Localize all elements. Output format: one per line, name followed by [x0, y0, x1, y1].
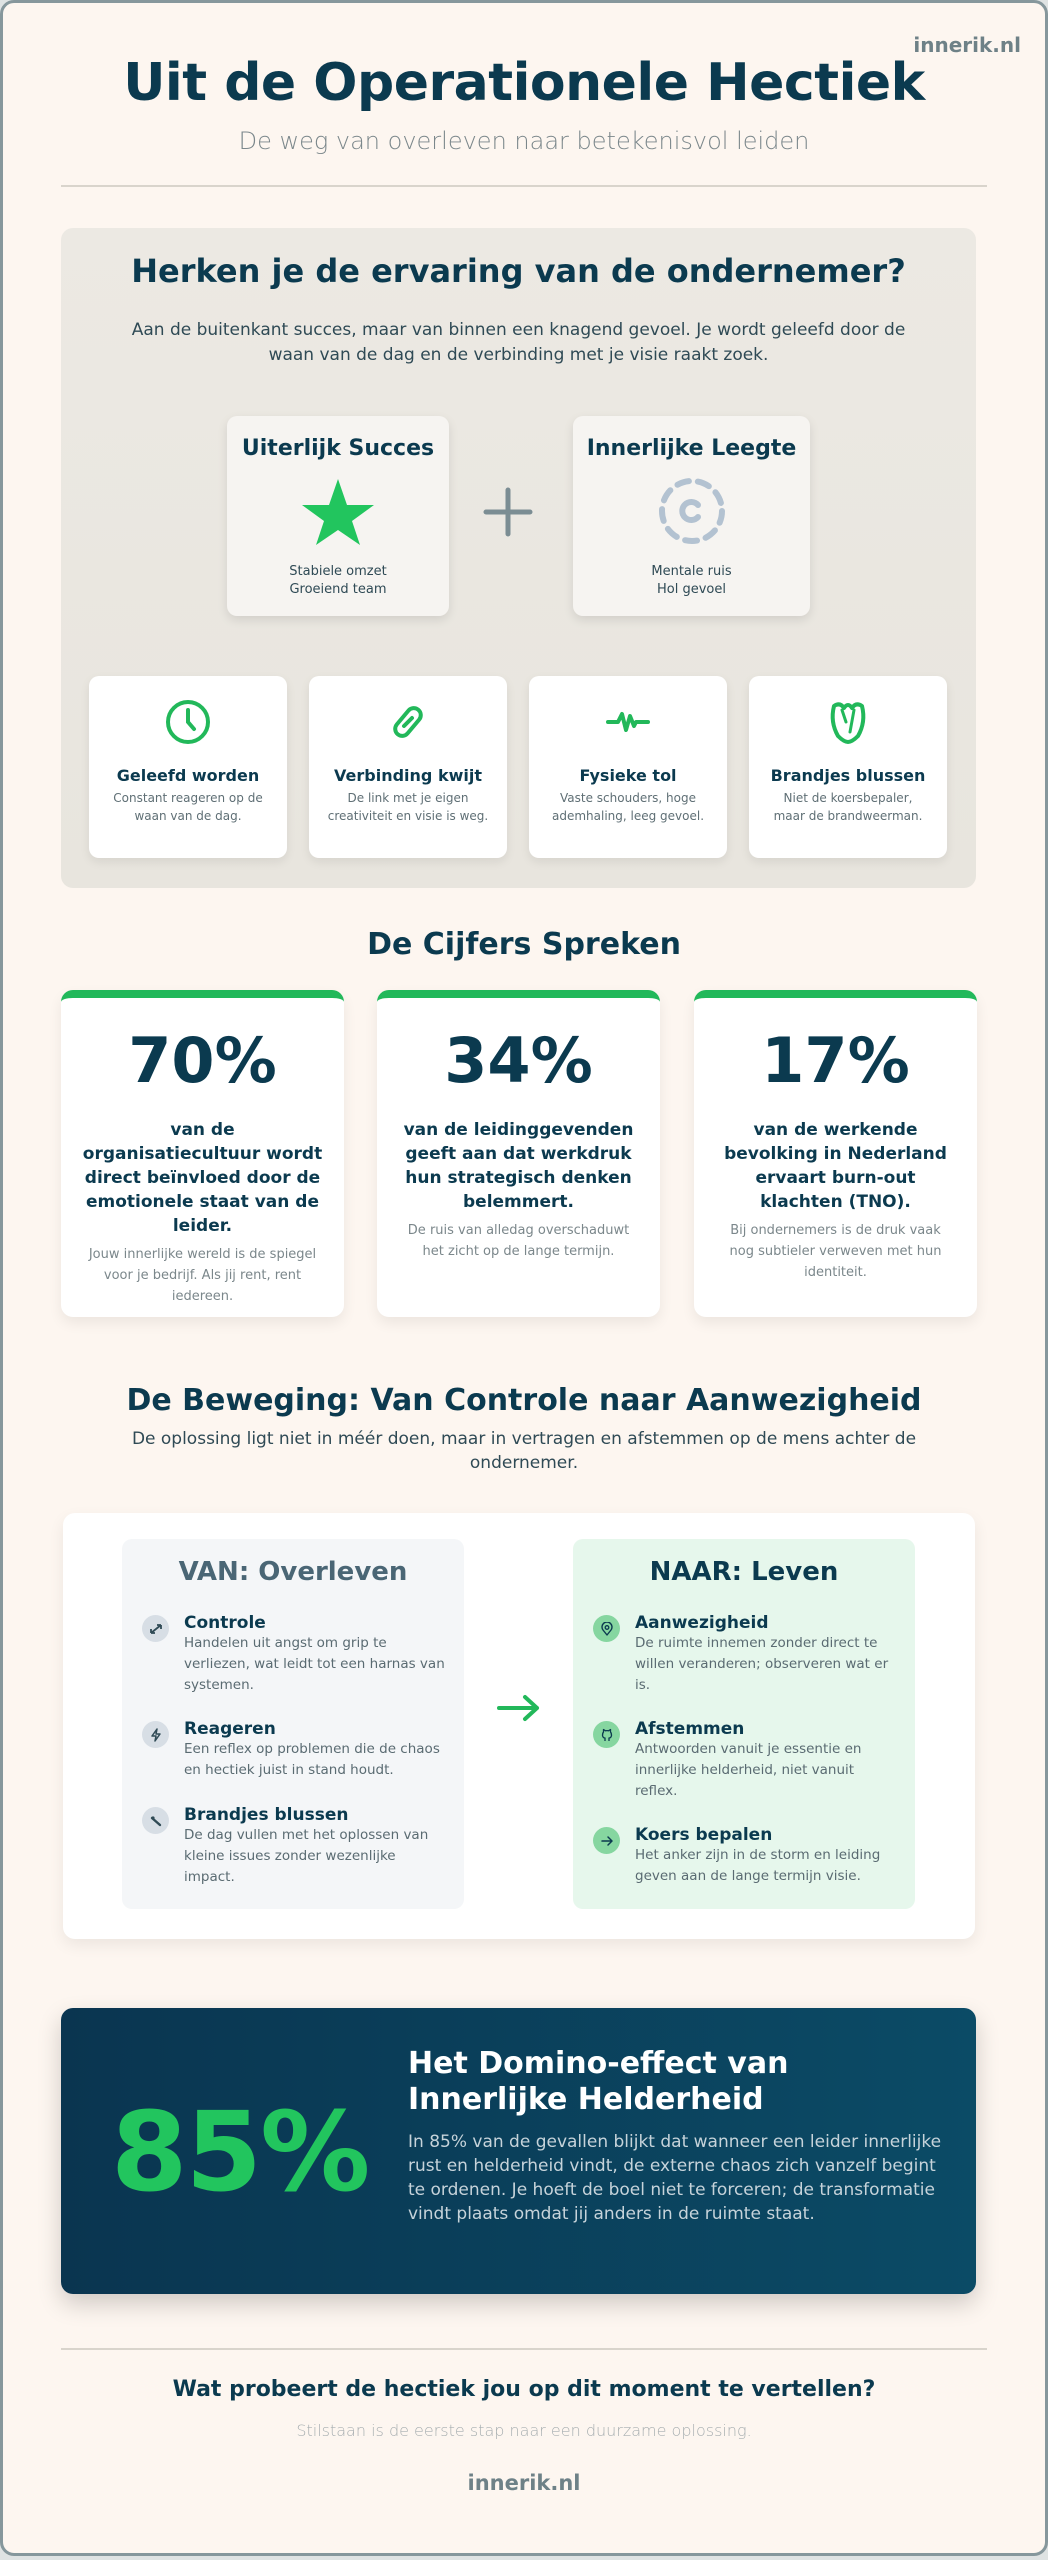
to-item-desc: Antwoorden vanuit je essentie en innerlijke helderheid, niet vanuit reflex.	[635, 1741, 862, 1799]
arrows-icon	[142, 1615, 169, 1642]
symptom-desc: Niet de koersbepaler, maar de brandweerman.	[773, 791, 923, 823]
stat-value: 17%	[761, 1024, 910, 1097]
experience-title: Herken je de ervaring van de ondernemer?	[131, 252, 906, 290]
stat-lead: van de werkende bevolking in Nederland ervaart burn-out klachten (TNO).	[724, 1120, 947, 1212]
divider	[61, 2348, 987, 2350]
extinguisher-icon	[142, 1807, 169, 1834]
from-item-title: Reageren	[184, 1719, 276, 1739]
from-item-title: Controle	[184, 1613, 266, 1633]
brand-logo-top[interactable]: innerik.nl	[913, 33, 1021, 57]
symptom-title: Fysieke tol	[579, 766, 677, 785]
experience-section	[61, 228, 976, 888]
stat-value: 70%	[128, 1024, 277, 1097]
location-pin-icon	[593, 1615, 620, 1642]
closing-subtext: Stilstaan is de eerste stap naar een duurzame oplossing.	[296, 2421, 752, 2440]
stat-card	[694, 990, 977, 1317]
to-item-title: Aanwezigheid	[635, 1613, 769, 1633]
inner-line: Mentale ruis	[651, 564, 732, 579]
stat-lead: van de organisatiecultuur wordt direct beïnvloed door de emotionele staat van de leider.	[82, 1120, 323, 1236]
to-item	[593, 1719, 899, 1802]
inner-line: Hol gevoel	[657, 582, 726, 597]
to-title: NAAR: Leven	[649, 1557, 839, 1587]
stat-lead: van de leidinggevenden geeft aan dat werkdruk hun strategisch denken belemmert.	[403, 1120, 634, 1212]
plus-icon	[482, 486, 534, 538]
arrow-right-icon	[593, 1827, 620, 1854]
movement-description: De oplossing ligt niet in méér doen, maar in vertragen en afstemmen op de mens achter de ondernemer.	[131, 1429, 917, 1473]
symptom-title: Geleefd worden	[116, 766, 260, 785]
page-subtitle: De weg van overleven naar betekenisvol leiden	[238, 127, 810, 155]
outer-success-card	[227, 416, 449, 616]
from-item-title: Brandjes blussen	[184, 1805, 349, 1825]
outer-success-title: Uiterlijk Succes	[241, 436, 435, 461]
to-item-desc: Het anker zijn in de storm en leiding geven aan de lange termijn visie.	[635, 1847, 881, 1884]
to-item-title: Afstemmen	[635, 1719, 745, 1739]
from-item	[142, 1613, 448, 1696]
symptom-card	[529, 676, 727, 858]
symptom-card	[749, 676, 947, 858]
inner-emptiness-card	[573, 416, 810, 616]
movement-panel	[63, 1513, 975, 1939]
lightning-icon	[142, 1721, 169, 1748]
symptom-desc: Constant reageren op de waan van de dag.	[113, 791, 263, 823]
to-column	[573, 1539, 915, 1909]
from-title: VAN: Overleven	[178, 1557, 408, 1587]
domino-effect-banner	[61, 2008, 976, 2294]
to-item-desc: De ruimte innemen zonder direct te willen veranderen; observeren wat er is.	[635, 1635, 889, 1693]
stat-card	[377, 990, 660, 1317]
closing-question: Wat probeert de hectiek jou op dit moment te vertellen?	[172, 2377, 876, 2402]
symptom-card	[89, 676, 287, 858]
stat-note: Bij ondernemers is de druk vaak nog subtieler verweven met hun identiteit.	[729, 1223, 942, 1280]
stat-note: Jouw innerlijke wereld is de spiegel voor je bedrijf. Als jij rent, rent iedereen.	[88, 1247, 317, 1304]
to-item-title: Koers bepalen	[635, 1825, 773, 1845]
domino-title: Het Domino-effect van Innerlijke Helderheid	[408, 2046, 789, 2117]
outer-line: Groeiend team	[289, 582, 387, 597]
symptom-desc: De link met je eigen creativiteit en visie is weg.	[327, 791, 489, 823]
stat-value: 34%	[444, 1024, 593, 1097]
shield-icon	[824, 698, 872, 746]
outer-line: Stabiele omzet	[289, 564, 387, 579]
stat-card	[61, 990, 344, 1317]
symptom-desc: Vaste schouders, hoge ademhaling, leeg gevoel.	[551, 791, 705, 823]
symptom-card	[309, 676, 507, 858]
page-title: Uit de Operationele Hectiek	[123, 53, 925, 113]
link-icon	[384, 698, 432, 746]
divider	[61, 185, 987, 187]
movement-title: De Beweging: Van Controle naar Aanwezigheid	[126, 1383, 922, 1418]
stats-title: De Cijfers Spreken	[367, 927, 681, 962]
from-item-desc: De dag vullen met het oplossen van kleine issues zonder wezenlijke impact.	[184, 1827, 429, 1885]
domino-text: In 85% van de gevallen blijkt dat wanneer een leider innerlijke rust en helderheid vindt, de externe chaos zich vanzelf begint te ordenen. Je hoeft de boel niet te forceren; de transformatie vindt plaats omdat jij anders in de ruimte staat.	[408, 2132, 942, 2224]
from-item	[142, 1805, 448, 1888]
dashed-circle-icon	[652, 475, 732, 547]
github-icon	[593, 1721, 620, 1748]
stat-note: De ruis van alledag overschaduwt het zicht op de lange termijn.	[407, 1223, 630, 1259]
from-item-desc: Een reflex op problemen die de chaos en hectiek juist in stand houdt.	[184, 1741, 440, 1778]
brand-logo-bottom[interactable]: innerik.nl	[467, 2471, 581, 2495]
clock-icon	[164, 698, 212, 746]
arrow-right-icon	[495, 1693, 543, 1723]
heartbeat-icon	[604, 698, 652, 746]
inner-emptiness-title: Innerlijke Leegte	[586, 436, 797, 461]
from-item-desc: Handelen uit angst om grip te verliezen, wat leidt tot een harnas van systemen.	[184, 1635, 445, 1693]
symptom-title: Brandjes blussen	[770, 766, 926, 785]
star-icon	[298, 475, 378, 547]
to-item	[593, 1613, 899, 1696]
experience-description: Aan de buitenkant succes, maar van binnen een knagend gevoel. Je wordt geleefd door de waan van de dag en de verbinding met je visie raakt zoek.	[131, 320, 906, 365]
to-item	[593, 1825, 899, 1887]
domino-value: 85%	[111, 2088, 369, 2216]
from-column	[122, 1539, 464, 1909]
symptom-title: Verbinding kwijt	[334, 766, 482, 785]
from-item	[142, 1719, 448, 1781]
